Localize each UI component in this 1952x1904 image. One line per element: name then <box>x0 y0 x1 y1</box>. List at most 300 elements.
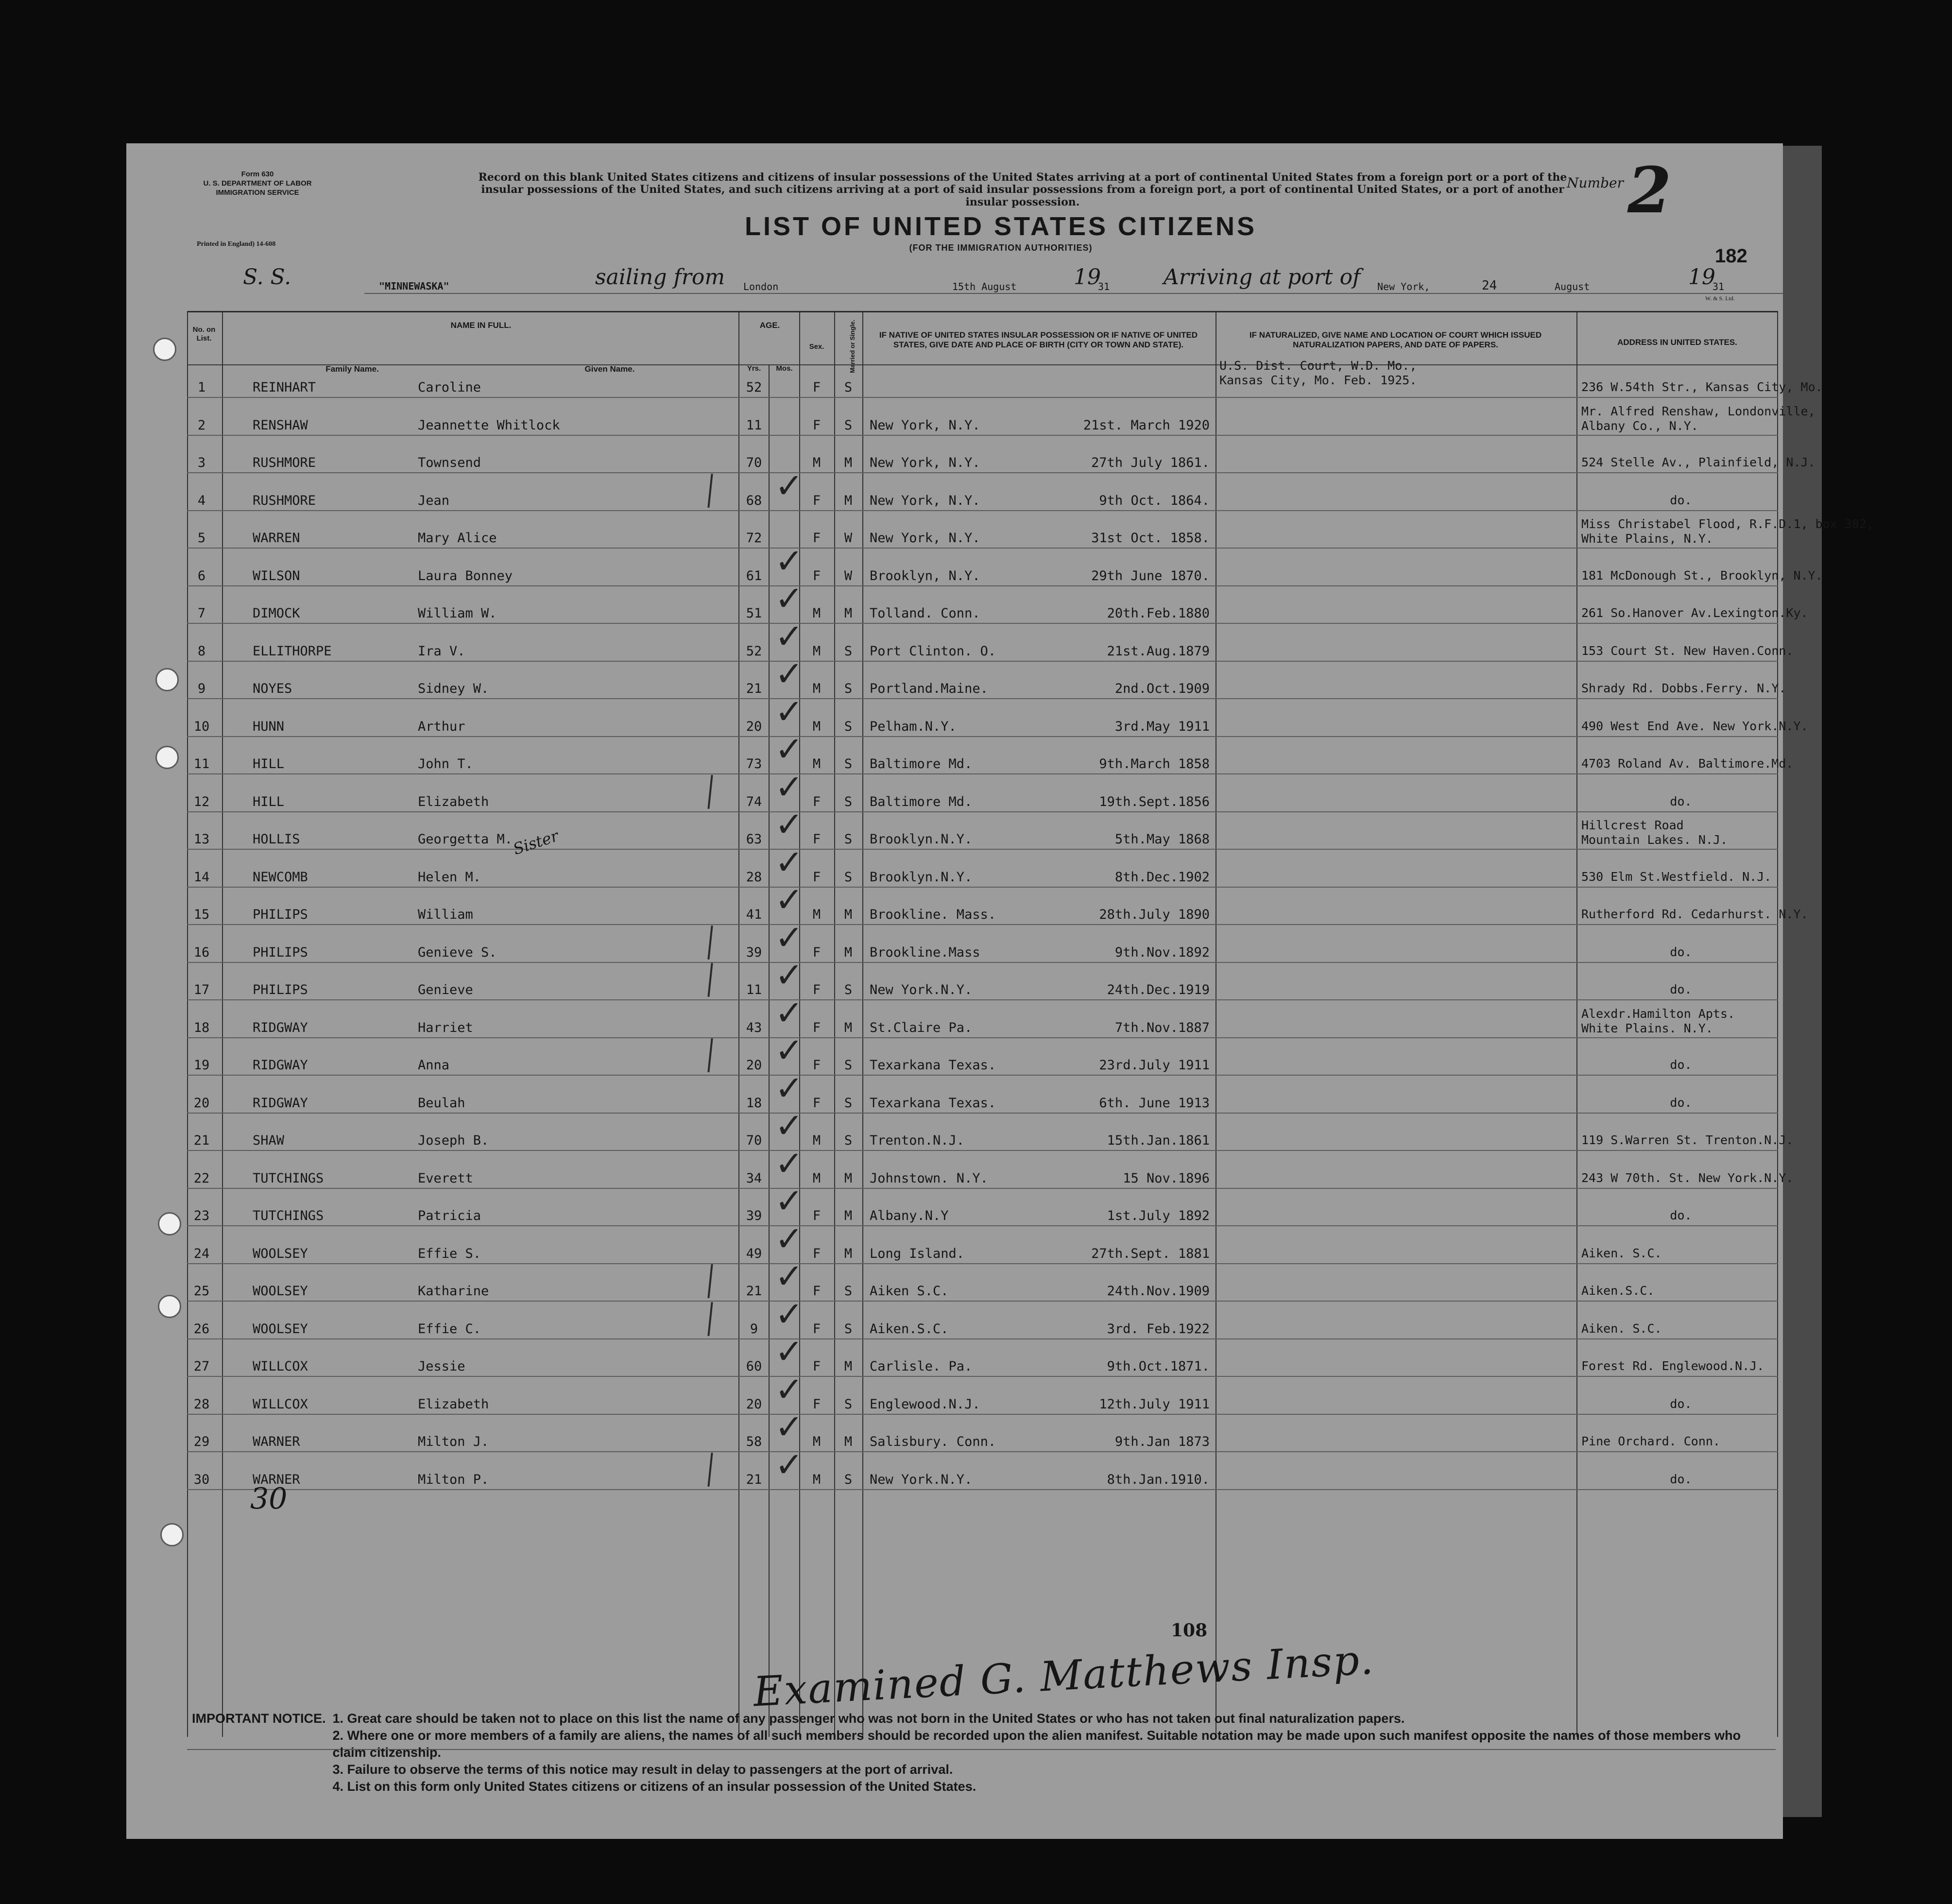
cell-date: 15th.Jan.1861 <box>1107 1133 1210 1148</box>
arrive-day: 24 <box>1482 278 1497 293</box>
cell-naturalization: Kansas City, Mo. Feb. 1925. <box>1219 373 1417 387</box>
form-id-block <box>194 170 321 197</box>
cell-address-line2: Mountain Lakes. N.J. <box>1581 833 1728 847</box>
binder-hole <box>160 1523 184 1546</box>
important-notice <box>192 1710 1756 1795</box>
cell-sex: F <box>812 1208 821 1223</box>
cell-date: 20th.Feb.1880 <box>1107 606 1210 621</box>
arriving-label: Arriving at port of <box>1164 265 1361 290</box>
cell-address: Shrady Rd. Dobbs.Ferry. N.Y. <box>1581 681 1786 695</box>
page-subtitle: (FOR THE IMMIGRATION AUTHORITIES) <box>909 243 1093 253</box>
cell-ms: M <box>844 1246 853 1261</box>
header-name: NAME IN FULL. <box>450 321 512 330</box>
total-count: 30 <box>250 1482 288 1516</box>
table-row <box>126 1143 1794 1199</box>
cell-date: 7th.Nov.1887 <box>1114 1020 1210 1035</box>
cell-given: William W. <box>418 606 497 621</box>
cell-address: 261 So.Hanover Av.Lexington.Ky. <box>1581 606 1808 620</box>
cell-place: Texarkana Texas. <box>870 1058 996 1073</box>
cell-place: Pelham.N.Y. <box>870 719 957 734</box>
table-row <box>126 1294 1717 1349</box>
cell-ms: S <box>844 832 853 847</box>
header-age: AGE. <box>759 321 780 330</box>
cell-yrs: 20 <box>746 719 762 734</box>
cell-place: Trenton.N.J. <box>870 1133 965 1148</box>
cell-ms: S <box>844 1321 853 1337</box>
cell-given: Laura Bonney <box>418 568 513 583</box>
cell-no: 5 <box>197 531 206 546</box>
ss-label: S. S. <box>243 265 291 290</box>
voyage-rule <box>364 293 1783 294</box>
cell-given: John T. <box>418 756 473 772</box>
cell-yrs: 9 <box>750 1321 758 1337</box>
table-row <box>126 955 1717 1010</box>
cell-yrs: 70 <box>746 455 762 470</box>
cell-sex: F <box>812 417 821 433</box>
cell-family: TUTCHINGS <box>253 1208 324 1223</box>
number-label: Number <box>1567 175 1624 191</box>
cell-no: 23 <box>193 1208 210 1223</box>
cell-sex: F <box>812 869 821 885</box>
cell-family: WOOLSEY <box>253 1284 308 1299</box>
cell-place: Aiken S.C. <box>870 1284 949 1299</box>
table-row <box>126 729 1794 784</box>
check-mark-icon: ✓ <box>775 1030 804 1070</box>
cell-ms: S <box>844 756 853 772</box>
cell-no: 30 <box>193 1472 210 1487</box>
table-row <box>126 541 1823 596</box>
cell-given: William <box>418 907 473 922</box>
cell-address: Aiken. S.C. <box>1581 1321 1662 1336</box>
cell-family: WARNER <box>253 1472 300 1487</box>
cell-address: 524 Stelle Av., Plainfield, N.J. <box>1581 455 1815 469</box>
cell-date: 29th June 1870. <box>1091 568 1210 583</box>
service: IMMIGRATION SERVICE <box>216 188 299 197</box>
header-native: IF NATIVE OF UNITED STATES INSULAR POSSESSION OR IF NATIVE OF UNITED STATES, GIVE DATE AND PLACE OF BIRTH (CITY OR TOWN AND STATE). <box>879 330 1198 350</box>
cell-address: Rutherford Rd. Cedarhurst. N.Y. <box>1581 907 1808 921</box>
cell-no: 2 <box>197 417 206 433</box>
cell-family: RENSHAW <box>253 417 308 433</box>
cell-place: Englewood.N.J. <box>870 1396 980 1412</box>
cell-sex: F <box>812 1284 821 1299</box>
header-naturalized: IF NATURALIZED, GIVE NAME AND LOCATION OF COURT WHICH ISSUED NATURALIZATION PAPERS, AND DATE OF PAPERS. <box>1249 330 1542 350</box>
cell-family: WOOLSEY <box>253 1246 308 1261</box>
cell-ms: S <box>844 1095 853 1111</box>
table-row <box>126 691 1808 747</box>
cell-no: 25 <box>193 1284 210 1299</box>
cell-ms: M <box>844 455 853 470</box>
table-row <box>126 1218 1717 1274</box>
cell-ms: M <box>844 944 853 960</box>
margin-note: Sister <box>511 826 561 858</box>
cell-date: 9th.Oct.1871. <box>1107 1359 1210 1374</box>
cell-place: St.Claire Pa. <box>870 1020 973 1035</box>
cell-family: HUNN <box>253 719 285 734</box>
cell-address: do. <box>1670 1208 1692 1222</box>
cell-date: 23rd.July 1911 <box>1099 1058 1210 1073</box>
cell-yrs: 51 <box>746 606 762 621</box>
cell-ms: W <box>844 531 853 546</box>
check-mark-icon: ✓ <box>775 1369 804 1409</box>
table-row <box>126 1068 1717 1123</box>
cell-ms: S <box>844 643 853 659</box>
check-mark-icon: ✓ <box>775 917 804 958</box>
cell-address: Miss Christabel Flood, R.F.D.1, box 382, <box>1581 517 1874 531</box>
check-mark-icon: ✓ <box>775 955 804 995</box>
cell-place: New York, N.Y. <box>870 417 980 433</box>
cell-sex: F <box>812 1246 821 1261</box>
check-mark-icon: ✓ <box>775 465 804 506</box>
cell-date: 9th.Jan 1873 <box>1114 1434 1210 1449</box>
binder-hole <box>153 338 176 361</box>
cell-address: 236 W.54th Str., Kansas City, Mo. <box>1581 380 1823 394</box>
cell-sex: M <box>812 1170 821 1186</box>
check-mark-icon: ✓ <box>775 729 804 769</box>
cell-no: 10 <box>193 719 210 734</box>
cell-yrs: 11 <box>746 982 762 997</box>
check-mark-icon: ✓ <box>775 654 804 694</box>
notice-item: 4. List on this form only United States citizens or citizens of an insular possession of the United States. <box>332 1779 976 1794</box>
cell-family: RIDGWAY <box>253 1058 308 1073</box>
cell-address: do. <box>1670 944 1692 959</box>
cell-no: 29 <box>193 1434 210 1449</box>
cell-ms: S <box>844 982 853 997</box>
cell-given: Jean <box>418 493 450 508</box>
cell-family: WOOLSEY <box>253 1321 308 1337</box>
header-sex: Sex. <box>809 343 824 351</box>
cell-date: 31st Oct. 1858. <box>1091 531 1210 546</box>
cell-family: WARNER <box>253 1434 300 1449</box>
cell-naturalization: U.S. Dist. Court, W.D. Mo., <box>1219 359 1417 373</box>
page-title: LIST OF UNITED STATES CITIZENS <box>745 212 1257 241</box>
cell-ms: S <box>844 1472 853 1487</box>
cell-no: 19 <box>193 1058 210 1073</box>
cell-given: Anna <box>418 1058 450 1073</box>
cell-address: do. <box>1670 493 1692 507</box>
cell-sex: F <box>812 1396 821 1412</box>
cell-date: 24th.Dec.1919 <box>1107 982 1210 997</box>
cell-family: NOYES <box>253 681 292 696</box>
table-row <box>126 805 1728 859</box>
cell-family: RIDGWAY <box>253 1020 308 1035</box>
cell-sex: F <box>812 982 821 997</box>
cell-sex: M <box>812 1472 821 1487</box>
sailing-label: sailing from <box>595 265 725 290</box>
cell-place: Tolland. Conn. <box>870 606 980 621</box>
cell-given: Joseph B. <box>418 1133 489 1148</box>
check-mark-icon: ✓ <box>775 805 804 844</box>
table-row <box>126 1256 1717 1311</box>
cell-address: 530 Elm St.Westfield. N.J. <box>1581 869 1772 884</box>
cell-sex: F <box>812 1321 821 1337</box>
table-row <box>126 993 1735 1048</box>
cell-sex: F <box>812 568 821 583</box>
cell-date: 27th July 1861. <box>1091 455 1210 470</box>
cell-given: Katharine <box>418 1284 489 1299</box>
cell-address: 181 McDonough St., Brooklyn, N.Y. <box>1581 568 1823 583</box>
cell-address: do. <box>1670 1396 1692 1411</box>
cell-address: 490 West End Ave. New York.N.Y. <box>1581 719 1808 733</box>
cell-date: 15 Nov.1896 <box>1123 1170 1210 1186</box>
cell-address: Forest Rd. Englewood.N.J. <box>1581 1359 1764 1373</box>
cell-place: New York, N.Y. <box>870 455 980 470</box>
cell-sex: F <box>812 493 821 508</box>
cell-place: Baltimore Md. <box>870 794 973 809</box>
notice-items <box>332 1710 1756 1795</box>
cell-given: Townsend <box>418 455 481 470</box>
cell-place: Brookline. Mass. <box>870 907 996 922</box>
cell-family: HILL <box>253 794 285 809</box>
cell-address: do. <box>1670 982 1692 996</box>
header-no: No. on List. <box>192 326 216 343</box>
cell-yrs: 61 <box>746 568 762 583</box>
cell-family: PHILIPS <box>253 982 308 997</box>
instructions-text: Record on this blank United States citizens and citizens of insular possessions of the United States arriving at a port of continental United States from a foreign port or a port of the insular possessions of the United States, and such citizens arriving at a port of said insular possessions from a foreign port, a port of continental United States, or a port of another insular possession. <box>478 171 1567 208</box>
table-row <box>126 917 1717 973</box>
cell-place: Brooklyn.N.Y. <box>870 869 973 885</box>
cell-family: RIDGWAY <box>253 1095 308 1111</box>
cell-no: 20 <box>193 1095 210 1111</box>
table-row <box>126 1181 1717 1236</box>
cell-family: PHILIPS <box>253 944 308 960</box>
cell-family: WILLCOX <box>253 1359 308 1374</box>
cell-ms: S <box>844 417 853 433</box>
cell-no: 12 <box>193 794 210 809</box>
year-suffix-1: 31 <box>1098 281 1110 292</box>
check-mark-icon: ✓ <box>775 1294 804 1334</box>
cell-family: HOLLIS <box>253 832 300 847</box>
cell-given: Caroline <box>418 380 481 395</box>
cell-family: SHAW <box>253 1133 285 1148</box>
table-row <box>126 517 1874 558</box>
cell-yrs: 21 <box>746 1472 762 1487</box>
cell-no: 28 <box>193 1396 210 1412</box>
cell-yrs: 39 <box>746 1208 762 1223</box>
cell-address: Hillcrest Road <box>1581 818 1684 832</box>
depart-date: 15th August <box>952 281 1017 292</box>
cell-address: do. <box>1670 1095 1692 1110</box>
cell-place: Brooklyn, N.Y. <box>870 568 980 583</box>
year-suffix-2: 31 <box>1712 281 1725 292</box>
cell-family: ELLITHORPE <box>253 643 332 659</box>
cell-sex: M <box>812 643 821 659</box>
table-row <box>126 1332 1764 1387</box>
cell-no: 9 <box>197 681 206 696</box>
cell-address: 4703 Roland Av. Baltimore.Md. <box>1581 756 1794 771</box>
cell-ms: M <box>844 1434 853 1449</box>
cell-yrs: 73 <box>746 756 762 772</box>
check-mark-icon: ✓ <box>775 541 804 581</box>
cell-family: WILSON <box>253 568 300 583</box>
cell-place: Brooklyn.N.Y. <box>870 832 973 847</box>
check-mark-icon: ✓ <box>775 1068 804 1108</box>
cell-ms: M <box>844 1020 853 1035</box>
cell-no: 15 <box>193 907 210 922</box>
cell-date: 28th.July 1890 <box>1099 907 1210 922</box>
cell-sex: M <box>812 455 821 470</box>
cell-address: 119 S.Warren St. Trenton.N.J. <box>1581 1133 1794 1147</box>
year-prefix-2: 19 <box>1688 265 1715 290</box>
table-row <box>126 767 1717 822</box>
cell-given: Genieve S. <box>418 944 497 960</box>
cell-sex: F <box>812 832 821 847</box>
check-mark-icon: ✓ <box>775 993 804 1033</box>
cell-sex: M <box>812 719 821 734</box>
from-port: London <box>743 281 779 292</box>
cell-given: Jessie <box>418 1359 465 1374</box>
cell-sex: M <box>812 907 821 922</box>
cell-yrs: 11 <box>746 417 762 433</box>
cell-sex: F <box>812 1020 821 1035</box>
cell-no: 3 <box>197 455 206 470</box>
cell-no: 8 <box>197 643 206 659</box>
cell-no: 22 <box>193 1170 210 1186</box>
cell-family: NEWCOMB <box>253 869 308 885</box>
cell-yrs: 68 <box>746 493 762 508</box>
cell-ms: S <box>844 681 853 696</box>
cell-ms: M <box>844 606 853 621</box>
cell-given: Harriet <box>418 1020 473 1035</box>
cell-family: RUSHMORE <box>253 493 316 508</box>
table-row <box>126 465 1717 521</box>
cell-no: 27 <box>193 1359 210 1374</box>
cell-ms: S <box>844 1133 853 1148</box>
ship-name: "MINNEWASKA" <box>379 280 449 292</box>
cell-ms: S <box>844 719 853 734</box>
check-mark-icon: ✓ <box>775 616 804 656</box>
cell-place: Long Island. <box>870 1246 965 1261</box>
cell-given: Everett <box>418 1170 473 1186</box>
cell-place: Brookline.Mass <box>870 944 980 960</box>
cell-sex: M <box>812 756 821 772</box>
cell-sex: M <box>812 1133 821 1148</box>
notice-item: 2. Where one or more members of a family are aliens, the names of all such members should be recorded upon the alien manifest. Suitable notation may be made upon such manifest opposite the names of those members who claim citizenship. <box>332 1728 1741 1760</box>
table-row <box>126 880 1808 935</box>
table-row <box>126 579 1808 634</box>
cell-address-line2: White Plains. N.Y. <box>1581 1021 1713 1035</box>
cell-yrs: 63 <box>746 832 762 847</box>
stamp-number: 108 <box>1171 1620 1208 1641</box>
cell-family: TUTCHINGS <box>253 1170 324 1186</box>
cell-no: 18 <box>193 1020 210 1035</box>
cell-address: do. <box>1670 1058 1692 1072</box>
cell-yrs: 39 <box>746 944 762 960</box>
cell-address: Alexdr.Hamilton Apts. <box>1581 1006 1735 1021</box>
page-number: 182 <box>1715 245 1747 267</box>
check-mark-icon: ✓ <box>775 691 804 732</box>
printed-note: Printed in England) 14-608 <box>197 240 276 248</box>
cell-date: 24th.Nov.1909 <box>1107 1284 1210 1299</box>
cell-no: 4 <box>197 493 206 508</box>
cell-given: Milton P. <box>418 1472 489 1487</box>
cell-date: 3rd. Feb.1922 <box>1107 1321 1210 1337</box>
cell-date: 21st.Aug.1879 <box>1107 643 1210 659</box>
cell-address: do. <box>1670 794 1692 808</box>
cell-ms: S <box>844 869 853 885</box>
table-row <box>126 1369 1717 1424</box>
inspector-signature: Examined G. Matthews Insp. <box>752 1635 1375 1716</box>
cell-family: PHILIPS <box>253 907 308 922</box>
check-mark-icon: ✓ <box>775 579 804 618</box>
notice-heading: IMPORTANT NOTICE. <box>192 1711 326 1726</box>
cell-sex: M <box>812 681 821 696</box>
department: U. S. DEPARTMENT OF LABOR <box>203 179 312 188</box>
cell-family: REINHART <box>253 380 316 395</box>
cell-address: Aiken. S.C. <box>1581 1246 1662 1260</box>
check-mark-icon: ✓ <box>775 1143 804 1184</box>
cell-given: Ira V. <box>418 643 465 659</box>
cell-yrs: 18 <box>746 1095 762 1111</box>
cell-ms: M <box>844 493 853 508</box>
cell-yrs: 43 <box>746 1020 762 1035</box>
cell-date: 9th.Nov.1892 <box>1114 944 1210 960</box>
table-row <box>126 1106 1794 1161</box>
cell-address: 243 W 70th. St. New York.N.Y. <box>1581 1170 1794 1185</box>
cell-date: 1st.July 1892 <box>1107 1208 1210 1223</box>
cell-yrs: 49 <box>746 1246 762 1261</box>
cell-no: 11 <box>193 756 210 772</box>
check-mark-icon: ✓ <box>775 1256 804 1296</box>
cell-family: WARREN <box>253 531 300 546</box>
cell-yrs: 28 <box>746 869 762 885</box>
check-mark-icon: ✓ <box>775 1218 804 1259</box>
table-top-rule <box>187 311 1778 312</box>
header-given: Given Name. <box>584 364 635 374</box>
cell-family: RUSHMORE <box>253 455 316 470</box>
cell-address: 153 Court St. New Haven.Conn. <box>1581 643 1794 658</box>
header-family: Family Name. <box>325 364 379 374</box>
cell-yrs: 52 <box>746 643 762 659</box>
cell-no: 16 <box>193 944 210 960</box>
cell-given: Elizabeth <box>418 794 489 809</box>
cell-yrs: 20 <box>746 1058 762 1073</box>
list-number: 2 <box>1627 153 1672 227</box>
cell-yrs: 21 <box>746 681 762 696</box>
cell-yrs: 41 <box>746 907 762 922</box>
cell-sex: F <box>812 531 821 546</box>
cell-date: 2nd.Oct.1909 <box>1114 681 1210 696</box>
cell-yrs: 52 <box>746 380 762 395</box>
notice-item: 1. Great care should be taken not to place on this list the name of any passenger who was not born in the United States or who has not taken out final naturalization papers. <box>332 1711 1405 1726</box>
manifest-sheet <box>126 143 1874 1839</box>
cell-given: Beulah <box>418 1095 465 1111</box>
printer-mark: W. & S. Ltd. <box>1705 295 1735 302</box>
cell-given: Elizabeth <box>418 1396 489 1412</box>
check-mark-icon: ✓ <box>775 842 804 882</box>
table-row <box>126 446 1815 483</box>
cell-date: 6th. June 1913 <box>1099 1095 1210 1111</box>
cell-given: Effie S. <box>418 1246 481 1261</box>
cell-no: 6 <box>197 568 206 583</box>
to-port: New York, <box>1377 281 1430 292</box>
check-mark-icon: ✓ <box>775 1332 804 1372</box>
cell-given: Helen M. <box>418 869 481 885</box>
cell-date: 8th.Dec.1902 <box>1114 869 1210 885</box>
cell-no: 26 <box>193 1321 210 1337</box>
check-mark-icon: ✓ <box>775 1444 804 1485</box>
cell-yrs: 34 <box>746 1170 762 1186</box>
cell-family: HILL <box>253 756 285 772</box>
cell-given: Jeannette Whitlock <box>418 417 560 433</box>
cell-date: 9th.March 1858 <box>1099 756 1210 772</box>
cell-given: Patricia <box>418 1208 481 1223</box>
cell-address-line2: White Plains, N.Y. <box>1581 532 1713 546</box>
cell-date: 9th Oct. 1864. <box>1099 493 1210 508</box>
check-mark-icon: ✓ <box>775 1407 804 1447</box>
notice-item: 3. Failure to observe the terms of this notice may result in delay to passengers at the port of arrival. <box>332 1762 953 1777</box>
cell-date: 5th.May 1868 <box>1114 832 1210 847</box>
cell-no: 14 <box>193 869 210 885</box>
